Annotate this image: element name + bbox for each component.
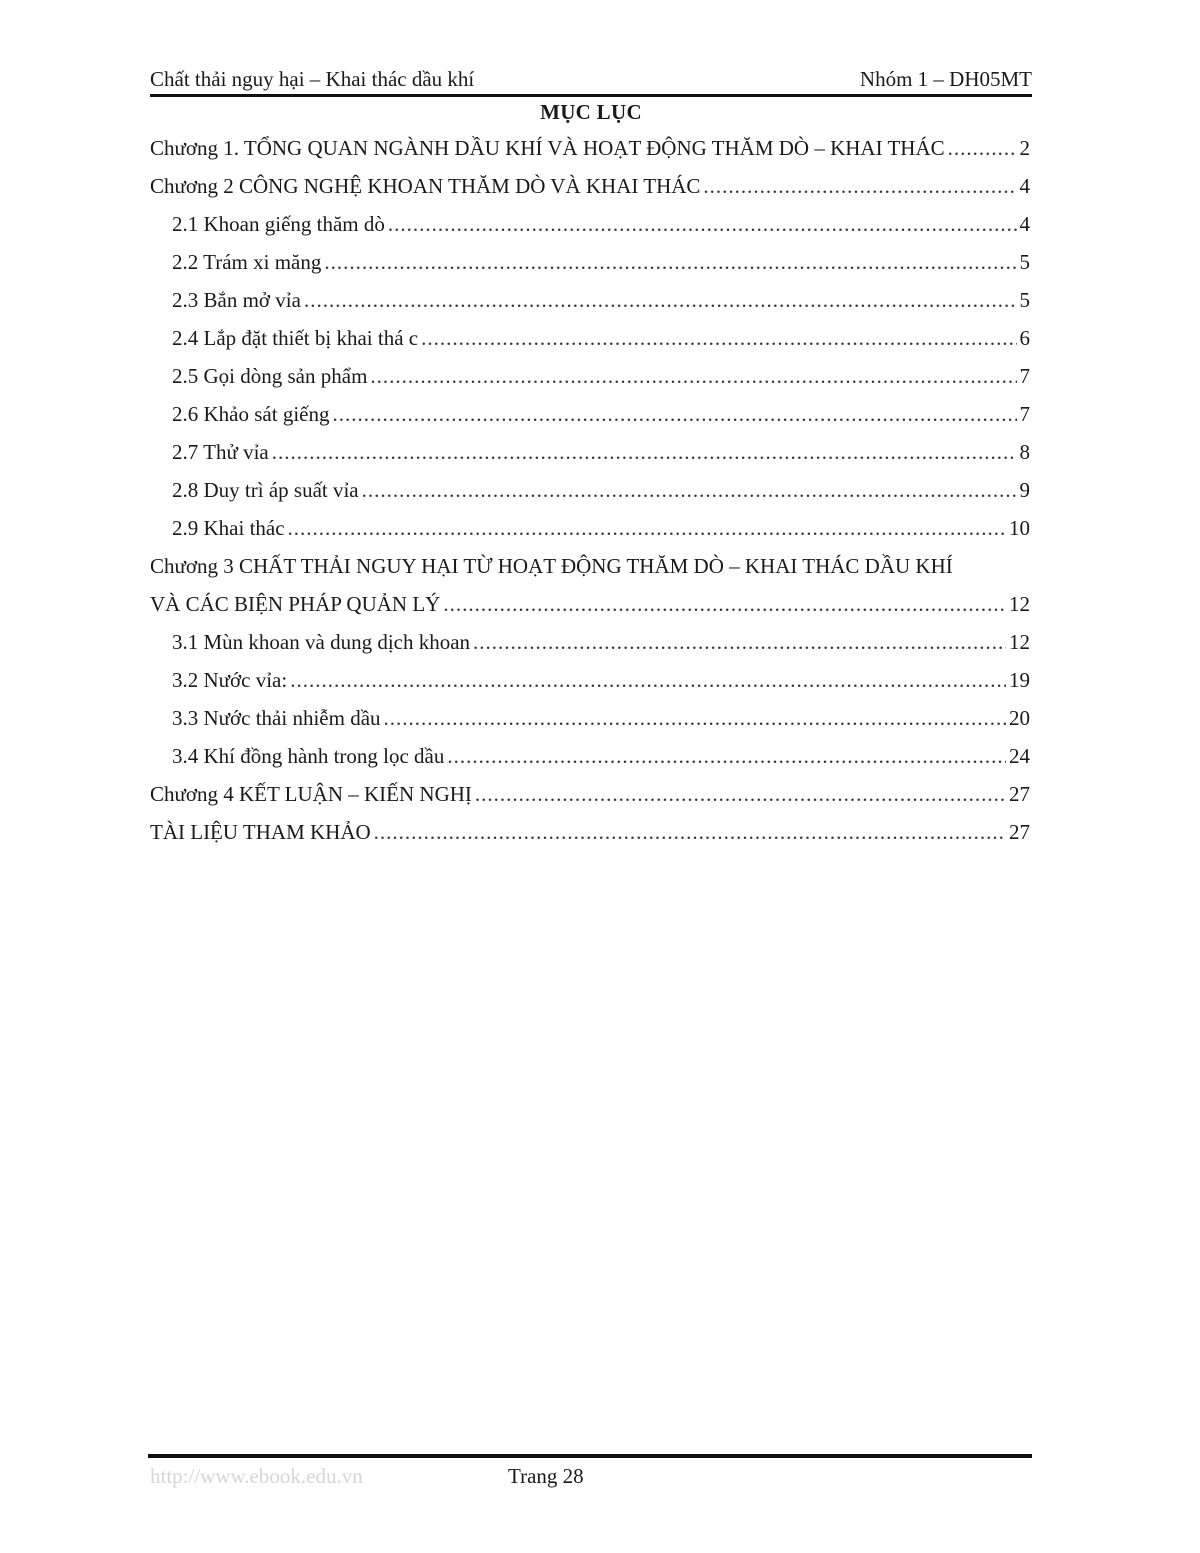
toc-entry-2-2[interactable] [150, 248, 1030, 286]
toc-entry-page: 5 [1019, 250, 1030, 274]
toc-leader-dots [948, 134, 1017, 162]
toc-entry-text: 2.2 Trám xi măng [172, 250, 322, 274]
toc-leader-dots [475, 780, 1006, 808]
toc-entry-text: 2.6 Khảo sát giếng [172, 402, 330, 426]
header-divider [150, 94, 1032, 97]
toc-entry-3-1[interactable] [150, 628, 1030, 666]
toc-entry-2-3[interactable] [150, 286, 1030, 324]
toc-entry-text: TÀI LIỆU THAM KHẢO [150, 820, 371, 844]
page-footer [150, 1462, 1032, 1490]
toc-leader-dots [304, 286, 1017, 314]
toc-entry-2-1[interactable] [150, 210, 1030, 248]
toc-entry-text: 3.4 Khí đồng hành trong lọc dầu [172, 744, 445, 768]
header-group-name: Nhóm 1 – DH05MT [859, 67, 1032, 91]
toc-entry-2-4[interactable] [150, 324, 1030, 362]
toc-entry-text: 2.7 Thử vỉa [172, 440, 269, 464]
toc-leader-dots [290, 666, 1006, 694]
toc-entry-page: 5 [1019, 288, 1030, 312]
toc-entry-text: Chương 1. TỔNG QUAN NGÀNH DẦU KHÍ VÀ HOẠT ĐỘNG THĂM DÒ – KHAI THÁC [150, 136, 945, 160]
toc-entry-2-9[interactable] [150, 514, 1030, 552]
toc-entry-chapter-3-continued[interactable] [150, 590, 1030, 628]
toc-entry-page: 19 [1009, 668, 1030, 692]
toc-entry-page: 7 [1019, 364, 1030, 388]
toc-entry-2-5[interactable] [150, 362, 1030, 400]
toc-leader-dots [443, 590, 1006, 618]
toc-leader-dots [374, 818, 1006, 846]
header-document-title: Chất thải nguy hại – Khai thác dầu khí [150, 67, 475, 91]
page-header [150, 64, 1032, 94]
toc-leader-dots [473, 628, 1006, 656]
toc-entry-page: 27 [1009, 820, 1030, 844]
toc-entry-chapter-2[interactable] [150, 172, 1030, 210]
footer-divider [148, 1454, 1032, 1458]
toc-entry-page: 12 [1009, 592, 1030, 616]
toc-entry-page: 4 [1019, 174, 1030, 198]
toc-entry-page: 4 [1019, 212, 1030, 236]
toc-entry-text: 2.5 Gọi dòng sản phẩm [172, 364, 368, 388]
toc-leader-dots [388, 210, 1017, 238]
toc-entry-chapter-1[interactable] [150, 134, 1030, 172]
toc-entry-2-8[interactable] [150, 476, 1030, 514]
toc-leader-dots [447, 742, 1006, 770]
toc-entry-text: 3.1 Mùn khoan và dung dịch khoan [172, 630, 471, 654]
toc-leader-dots [332, 400, 1016, 428]
toc-leader-dots [384, 704, 1006, 732]
toc-entry-page: 12 [1009, 630, 1030, 654]
toc-entry-2-6[interactable] [150, 400, 1030, 438]
footer-url[interactable]: http://www.ebook.edu.vn [150, 1464, 363, 1488]
toc-entry-text: Chương 4 KẾT LUẬN – KIẾN NGHỊ [150, 782, 472, 806]
toc-entry-text: 2.8 Duy trì áp suất vỉa [172, 478, 359, 502]
footer-page-number: Trang 28 [508, 1464, 584, 1488]
toc-entry-text: Chương 3 CHẤT THẢI NGUY HẠI TỪ HOẠT ĐỘNG THĂM DÒ – KHAI THÁC DẦU KHÍ [150, 554, 953, 578]
toc-entry-2-7[interactable] [150, 438, 1030, 476]
toc-leader-dots [370, 362, 1016, 390]
toc-entry-3-3[interactable] [150, 704, 1030, 742]
toc-entry-3-2[interactable] [150, 666, 1030, 704]
toc-entry-text: 2.4 Lắp đặt thiết bị khai thá c [172, 326, 419, 350]
toc-entry-3-4[interactable] [150, 742, 1030, 780]
toc-leader-dots [272, 438, 1017, 466]
toc-entry-page: 27 [1009, 782, 1030, 806]
toc-entry-references[interactable] [150, 818, 1030, 856]
toc-entry-text: 3.2 Nước vỉa: [172, 668, 288, 692]
toc-entry-page: 6 [1019, 326, 1030, 350]
toc-leader-dots [362, 476, 1017, 504]
toc-leader-dots [703, 172, 1016, 200]
toc-entry-page: 10 [1009, 516, 1030, 540]
toc-entry-page: 7 [1019, 402, 1030, 426]
toc-leader-dots [324, 248, 1016, 276]
toc-entry-chapter-3[interactable] [150, 552, 1030, 590]
toc-entry-text: Chương 2 CÔNG NGHỆ KHOAN THĂM DÒ VÀ KHAI THÁC [150, 174, 701, 198]
toc-entry-page: 20 [1009, 706, 1030, 730]
toc-entry-page: 9 [1019, 478, 1030, 502]
toc-entry-text: 2.3 Bắn mở vỉa [172, 288, 301, 312]
toc-title: MỤC LỤC [540, 100, 642, 124]
toc-entry-page: 2 [1019, 136, 1030, 160]
toc-entry-chapter-4[interactable] [150, 780, 1030, 818]
table-of-contents [150, 134, 1030, 856]
toc-entry-page: 8 [1019, 440, 1030, 464]
toc-entry-text: 3.3 Nước thải nhiễm dầu [172, 706, 381, 730]
toc-entry-text: 2.1 Khoan giếng thăm dò [172, 212, 385, 236]
toc-entry-page: 24 [1009, 744, 1030, 768]
toc-leader-dots [421, 324, 1016, 352]
toc-entry-text: 2.9 Khai thác [172, 516, 285, 540]
toc-leader-dots [288, 514, 1006, 542]
toc-entry-text: VÀ CÁC BIỆN PHÁP QUẢN LÝ [150, 592, 441, 616]
